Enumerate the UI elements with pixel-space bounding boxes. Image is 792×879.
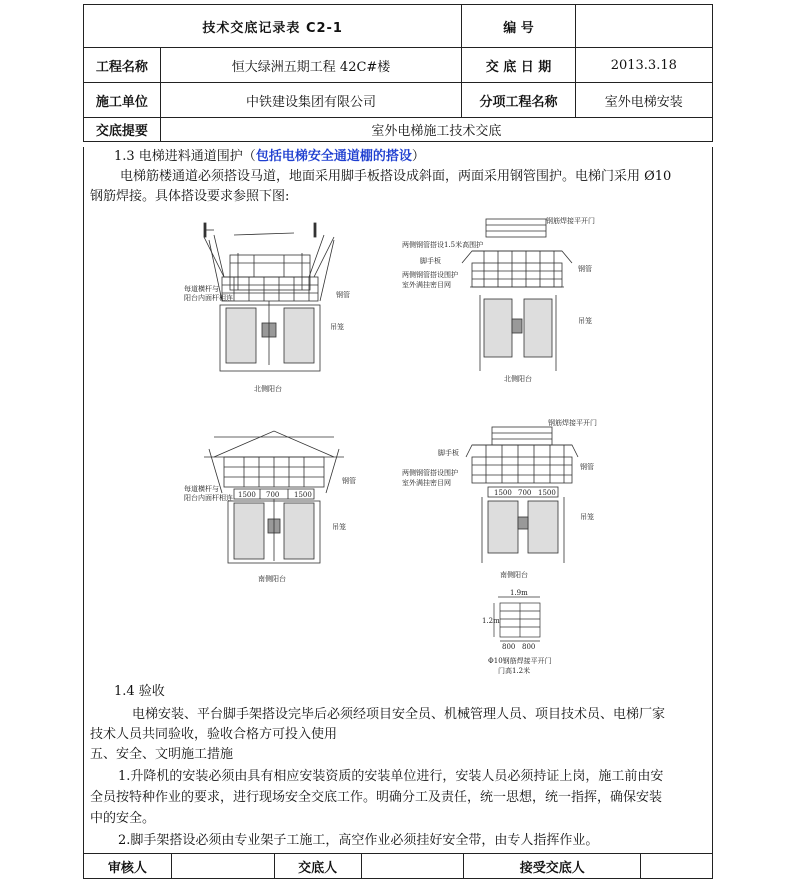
paragraph-1b: 钢筋焊接。具体搭设要求参照下图: — [90, 189, 290, 204]
paragraph-3a: 1.升降机的安装必须由具有相应安装资质的安装单位进行，安装人员必须持证上岗，施工前由安 — [118, 769, 664, 784]
number-label: 编 号 — [462, 5, 575, 48]
reviewer-signature[interactable] — [171, 854, 274, 879]
paragraph-4: 2.脚手架搭设必须由专业架子工施工，高空作业必须挂好安全带，由专人指挥作业。 — [118, 833, 599, 848]
diagram2-scaffold-board: 脚手板 — [420, 257, 441, 265]
gate-bottom-dim-1: 800 — [502, 643, 516, 651]
diagram4-note-1: 两侧钢管搭设围护 — [402, 469, 458, 477]
diagram2-note-1: 两侧钢管搭设1.5米高围护 — [402, 241, 484, 249]
project-name-value[interactable]: 恒大绿洲五期工程 42C#楼 — [160, 48, 462, 83]
diagram4-steel-pipe: 钢管 — [580, 463, 594, 471]
paragraph-3c: 中的安全。 — [90, 811, 156, 826]
presenter-signature[interactable] — [361, 854, 464, 879]
diagram4-top-note: 钢筋焊接平开门 — [548, 419, 597, 427]
diagram1-note-1: 每道横杆与 — [184, 285, 219, 293]
gate-caption-1: Φ10钢筋焊接平开门 — [488, 657, 552, 665]
project-name-label: 工程名称 — [84, 48, 161, 83]
construction-unit-label: 施工单位 — [84, 83, 161, 118]
paragraph-1a: 电梯筋楼通道必须搭设马道，地面采用脚手板搭设成斜面，两面采用钢管围护。电梯门采用 Ø10 — [120, 169, 672, 184]
diagram3-dim-2: 700 — [266, 491, 280, 499]
section-1-3-heading — [114, 147, 706, 167]
diagram2-note-3: 室外满挂密目网 — [402, 281, 451, 289]
header-table — [83, 4, 713, 142]
diagram4-dim-3: 1500 — [538, 489, 556, 497]
construction-unit-value[interactable]: 中铁建设集团有限公司 — [160, 83, 462, 118]
paragraph-2a: 电梯安装、平台脚手架搭设完毕后必须经项目安全员、机械管理人员、项目技术员、电梯厂家 — [132, 707, 666, 722]
diagram-south-side — [402, 413, 622, 593]
diagram2-note-2: 两侧钢管搭设围护 — [402, 271, 458, 279]
diagram1-note-2: 阳台内面杆相连 — [184, 294, 233, 302]
subproject-label: 分项工程名称 — [462, 83, 575, 118]
diagram-south-front — [134, 409, 404, 589]
section-5-heading: 五、安全、文明施工措施 — [90, 747, 234, 762]
diagram3-note-2: 阳台内面杆相连 — [184, 494, 233, 502]
diagram3-dim-1: 1500 — [238, 491, 256, 499]
diagram3-cage: 吊笼 — [332, 523, 346, 531]
paragraph-2b: 技术人员共同验收，验收合格方可投入使用 — [90, 727, 338, 742]
subproject-value[interactable]: 室外电梯安装 — [575, 83, 712, 118]
reviewer-label: 审核人 — [84, 854, 172, 879]
diagram1-steel-pipe: 钢管 — [336, 291, 350, 299]
paragraph-3b: 全员按特种作业的要求，进行现场安全交底工作。明确分工及责任，统一思想，统一指挥，确保安装 — [90, 790, 663, 805]
diagram3-note-1: 每道横杆与 — [184, 485, 219, 493]
diagram2-steel-pipe: 钢管 — [578, 265, 592, 273]
diagram4-cage: 吊笼 — [580, 513, 594, 521]
diagram-north-front — [134, 205, 404, 415]
section-1-3-highlight: 包括电梯安全通道棚的搭设 — [255, 149, 412, 164]
diagram-north-side — [402, 211, 622, 411]
receiver-label: 接受交底人 — [464, 854, 641, 879]
gate-side-dim: 1.2m — [482, 617, 500, 625]
number-value[interactable] — [575, 5, 712, 48]
diagram4-caption: 南侧阳台 — [500, 571, 528, 579]
diagram3-steel-pipe: 钢管 — [342, 477, 356, 485]
diagram4-dim-2: 700 — [518, 489, 532, 497]
gate-caption-2: 门高1.2米 — [498, 667, 531, 675]
gate-bottom-dim-2: 800 — [522, 643, 536, 651]
gate-top-dim: 1.9m — [510, 589, 528, 597]
diagram1-caption: 北侧阳台 — [254, 385, 282, 393]
signature-row — [83, 853, 713, 879]
receiver-signature[interactable] — [641, 854, 713, 879]
diagram4-dim-1: 1500 — [494, 489, 512, 497]
diagram1-cage: 吊笼 — [330, 323, 344, 331]
diagram2-top-note: 钢筋焊接平开门 — [546, 217, 595, 225]
date-value[interactable]: 2013.3.18 — [575, 48, 712, 83]
diagram3-dim-3: 1500 — [294, 491, 312, 499]
summary-label: 交底提要 — [84, 118, 161, 142]
diagram-gate — [474, 587, 564, 677]
section-1-4-heading: 1.4 验收 — [114, 684, 165, 699]
section-1-3-prefix: 1.3 电梯进料通道围护（ — [114, 149, 256, 164]
diagram2-cage: 吊笼 — [578, 317, 592, 325]
section-1-3-suffix: ） — [411, 149, 425, 164]
content-body — [83, 147, 713, 853]
diagram4-scaffold-board: 脚手板 — [438, 449, 459, 457]
date-label: 交 底 日 期 — [462, 48, 575, 83]
diagram2-caption: 北侧阳台 — [504, 375, 532, 383]
presenter-label: 交底人 — [274, 854, 361, 879]
diagram4-note-2: 室外满挂密目网 — [402, 479, 451, 487]
summary-value[interactable]: 室外电梯施工技术交底 — [160, 118, 712, 142]
diagram3-caption: 南侧阳台 — [258, 575, 286, 583]
form-title: 技术交底记录表 C2-1 — [84, 5, 462, 48]
